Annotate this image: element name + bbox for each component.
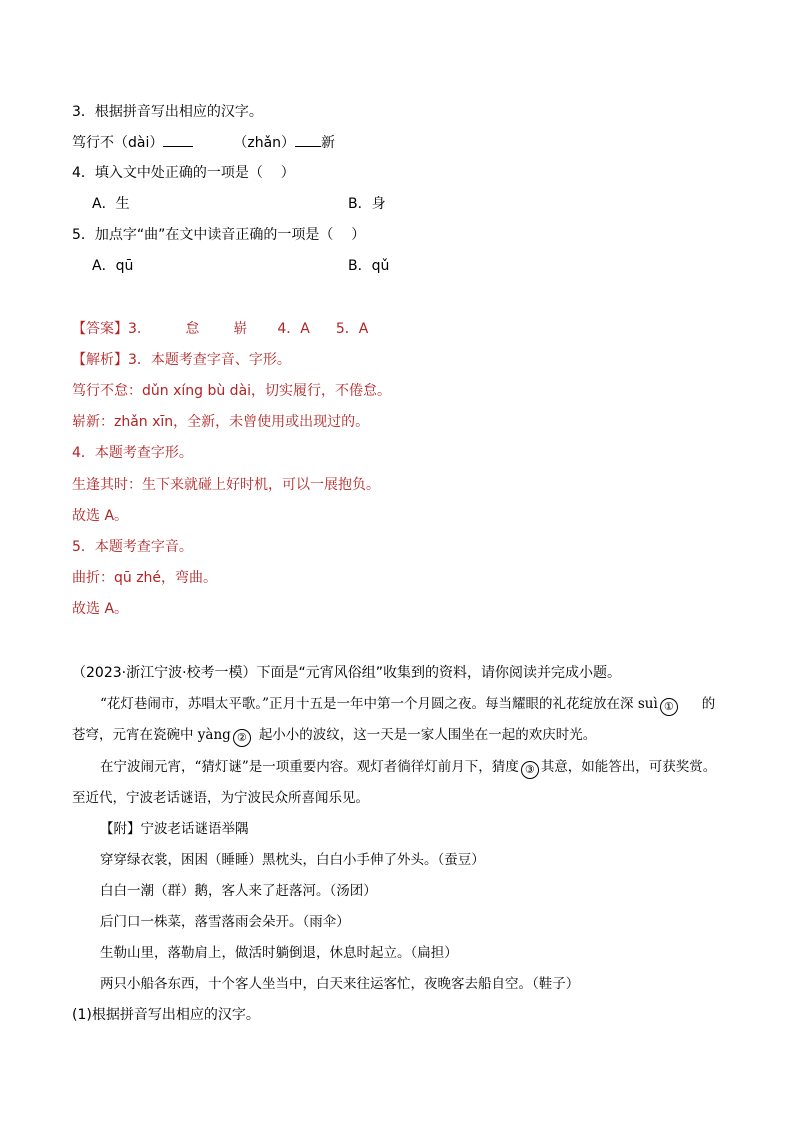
passage-line-2-end: 起小小的波纹，这一天是一家人围坐在一起的欢庆时光。 xyxy=(258,727,597,743)
appendix-title: 【附】宁波老话谜语举隅 xyxy=(100,821,249,837)
answer-label: 【答案】 xyxy=(72,321,128,337)
blank-marker-1: ① xyxy=(660,698,678,716)
passage-line-3 xyxy=(100,757,716,779)
analysis-line-7: 5．本题考查字音。 xyxy=(72,539,193,555)
question-3-blanks xyxy=(72,132,335,153)
answer-q4: 4．A xyxy=(277,321,310,337)
passage-line-3-end: 其意，如能答出，可获奖赏。 xyxy=(540,759,717,775)
analysis-line-2: 笃行不怠：dǔn xíng bù dài，切实履行，不倦怠。 xyxy=(72,383,392,399)
analysis-line-4: 4．本题考查字形。 xyxy=(72,445,193,461)
passage-line-1 xyxy=(100,694,715,716)
passage-line-1-end: 的 xyxy=(701,696,716,712)
passage-line-4: 至近代，宁波老话谜语，为宁波民众所喜闻乐见。 xyxy=(72,790,369,806)
q4-option-b[interactable]: B．身 xyxy=(348,196,386,212)
riddle-5: 两只小船各东西，十个客人坐当中，白天来往运客忙，夜晚客去船自空。（鞋子） xyxy=(100,976,580,992)
passage-line-2-text: 苍穹，元宵在瓷碗中 yàng xyxy=(72,727,231,743)
question-3: 3．根据拼音写出相应的汉字。 xyxy=(72,104,263,120)
analysis-line-8: 曲折：qū zhé，弯曲。 xyxy=(72,570,218,586)
passage-line-2 xyxy=(72,725,596,747)
riddle-4: 生勒山里，落勒肩上，做活时躺倒退，休息时起立。（扁担） xyxy=(100,945,458,961)
blank-2[interactable] xyxy=(295,132,321,147)
analysis-line-9: 故选 A。 xyxy=(72,601,129,617)
analysis-line-6: 故选 A。 xyxy=(72,508,129,524)
answer-q3-num: 3. xyxy=(128,321,142,337)
riddle-3: 后门口一株菜，落雪落雨会朵开。（雨伞） xyxy=(100,914,350,930)
analysis-line-1 xyxy=(72,350,291,370)
q3-part-a: 笃行不（dài） xyxy=(72,135,164,151)
riddle-1: 穿穿绿衣裳，困困（睡睡）黑枕头，白白小手伸了外头。（蚕豆） xyxy=(100,852,485,868)
question-4: 4．填入文中处正确的一项是（ ） xyxy=(72,165,295,181)
sub-question-1: (1)根据拼音写出相应的汉字。 xyxy=(72,1007,260,1023)
analysis-line-5: 生逢其时：生下来就碰上好时机，可以一展抱负。 xyxy=(72,477,380,493)
passage-intro: （2023·浙江宁波·校考一模）下面是“元宵风俗组”收集到的资料，请你阅读并完成小题。 xyxy=(72,665,622,681)
question-5: 5．加点字“曲”在文中读音正确的一项是（ ） xyxy=(72,227,366,243)
answer-line xyxy=(72,319,368,339)
q3-part-c: 新 xyxy=(321,135,336,151)
blank-1[interactable] xyxy=(163,132,193,147)
q3-part-b: （zhǎn） xyxy=(233,135,296,151)
q5-option-a[interactable]: A．qū xyxy=(92,258,134,274)
answer-q3-a: 怠 xyxy=(185,321,200,337)
passage-line-3-text: 在宁波闹元宵，“猜灯谜”是一项重要内容。观灯者徜徉灯前月下，猜度 xyxy=(100,759,519,775)
answer-q3-b: 崭 xyxy=(233,321,248,337)
blank-marker-2: ② xyxy=(233,729,251,747)
analysis-text-1: 3．本题考查字音、字形。 xyxy=(128,352,291,368)
blank-marker-3: ③ xyxy=(521,761,539,779)
riddle-2: 白白一潮（群）鹅，客人来了赶落河。（汤团） xyxy=(100,883,377,899)
analysis-line-3: 崭新：zhǎn xīn，全新，未曾使用或出现过的。 xyxy=(72,414,370,430)
passage-line-1-text: “花灯巷闹市，苏唱太平歌。”正月十五是一年中第一个月圆之夜。每当耀眼的礼花绽放在深 suì xyxy=(100,696,658,712)
q4-option-a[interactable]: A．生 xyxy=(92,196,130,212)
answer-q5: 5．A xyxy=(335,321,369,337)
q5-option-b[interactable]: B．qǔ xyxy=(348,258,390,274)
analysis-label: 【解析】 xyxy=(72,352,128,368)
